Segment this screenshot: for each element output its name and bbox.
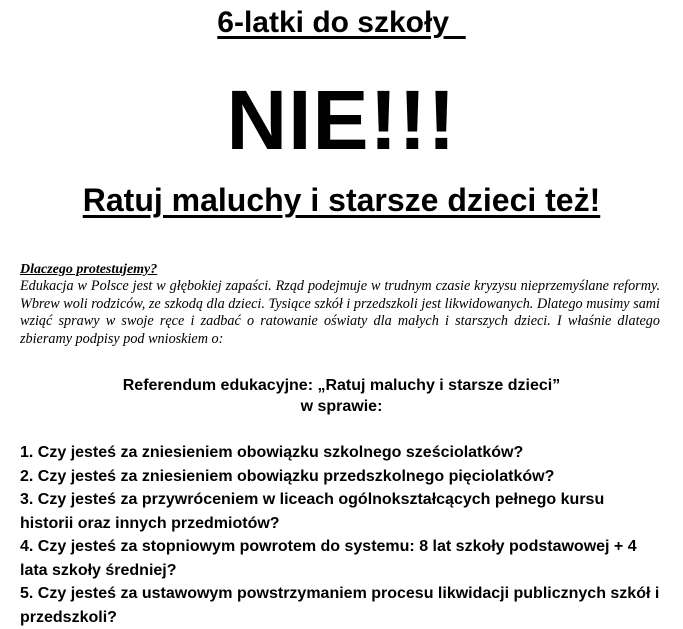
headline-no: NIE!!! (226, 73, 457, 167)
question-item-5: 5. Czy jesteś za ustawowym powstrzymaniem procesu likwidacji publicznych szkół i przedszkoli? (20, 585, 660, 626)
referendum-title-line-1: Referendum edukacyjne: „Ratuj maluchy i starsze dzieci” (122, 377, 561, 394)
question-item-3: 3. Czy jesteś za przywróceniem w liceach ogólnokształcących pełnego kursu historii oraz innych przedmiotów? (20, 491, 605, 532)
leaflet-subtitle-text: Ratuj maluchy i starsze dzieci też! (82, 182, 601, 218)
leaflet-subtitle (0, 180, 683, 220)
referendum-title (0, 375, 683, 417)
leaflet-title-text: 6-latki do szkoły (217, 6, 466, 39)
section-heading: Dlaczego protestujemy? (20, 262, 158, 277)
question-item-2: 2. Czy jesteś za zniesieniem obowiązku przedszkolnego pięciolatków? (20, 467, 555, 485)
leaflet-title (0, 4, 683, 42)
referendum-title-line-2: w sprawie: (300, 398, 383, 415)
question-list (20, 441, 660, 629)
question-item-4: 4. Czy jesteś za stopniowym powrotem do systemu: 8 lat szkoły podstawowej + 4 lata szkoły średniej? (20, 538, 637, 579)
question-item-1: 1. Czy jesteś za zniesieniem obowiązku szkolnego sześciolatków? (20, 444, 524, 461)
section-paragraph: Edukacja w Polsce jest w głębokiej zapaści. Rząd podejmuje w trudnym czasie kryzysu nieprzemyślane reformy. Wbrew woli rodziców, ze szkodą dla dzieci. Tysiące szkół i przedszkoli jest likwidowanych. Dlatego musimy sami wziąć sprawy w swoje ręce i zadbać o ratowanie oświaty dla małych i starszych dzieci. I właśnie dlatego zbieramy podpisy pod wnioskiem o: (20, 278, 660, 347)
